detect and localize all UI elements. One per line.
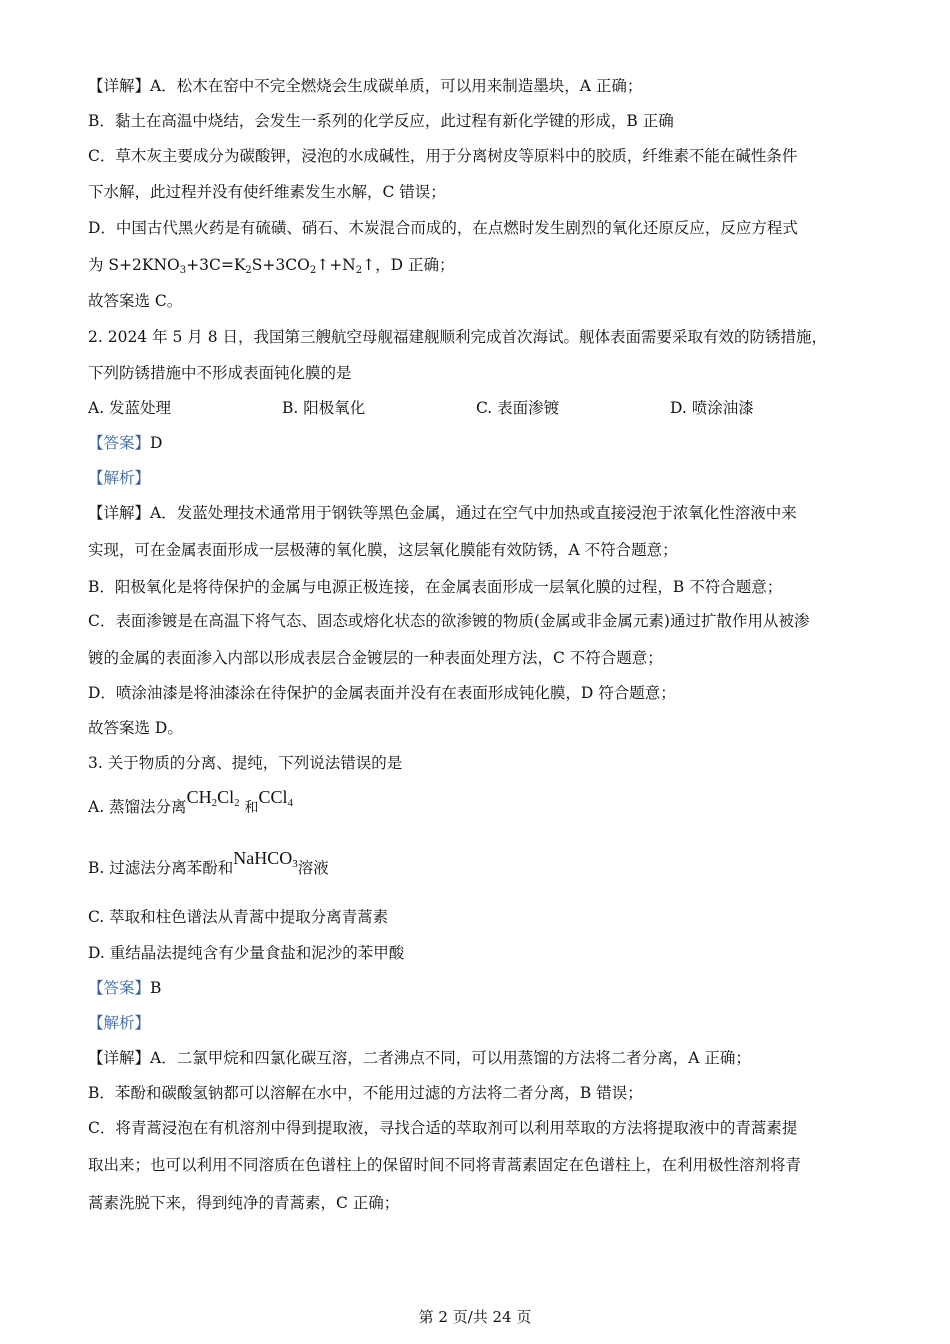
- detail-label: 【详解】: [88, 504, 151, 522]
- q3-detail-a: 【详解】A．二氯甲烷和四氯化碳互溶，二者沸点不同，可以用蒸馏的方法将二者分离，A 正确；: [88, 1049, 751, 1067]
- q1-detail-d-line1: D．中国古代黑火药是有硫磺、硝石、木炭混合而成的，在点燃时发生剧烈的氧化还原反应，反应方程式: [88, 219, 798, 237]
- q2-detail-c-line1: C．表面渗镀是在高温下将气态、固态或熔化状态的欲渗镀的物质(金属或非金属元素)通过扩散作用从被渗: [88, 612, 810, 630]
- q2-option-d: D. 喷涂油漆: [670, 399, 754, 417]
- formula-ccl4: CCl$_4$: [258, 787, 294, 809]
- q1-detail-a: 【详解】A．松木在窑中不完全燃烧会生成碳单质，可以用来制造墨块，A 正确；: [88, 77, 643, 95]
- q2-stem-line1: 2. 2024 年 5 月 8 日，我国第三艘航空母舰福建舰顺利完成首次海试。舰体表面需要采取有效的防锈措施，: [88, 328, 828, 346]
- answer-label: 【答案】: [88, 434, 151, 452]
- q2-detail-a-line2: 实现，可在金属表面形成一层极薄的氧化膜，这层氧化膜能有效防锈，A 不符合题意；: [88, 541, 678, 559]
- detail-label: 【详解】: [88, 77, 151, 95]
- q1-detail-d-line2: 为 $S+2KNO_3+3C=K_2S+3CO_2↑+N_2↑$，D 正确；: [88, 256, 455, 276]
- q2-option-b: B. 阳极氧化: [282, 399, 366, 417]
- detail-label: 【详解】: [88, 1049, 151, 1067]
- q1-conclusion: 故答案选 C。: [88, 292, 183, 310]
- formula-ch2cl2: $CH_2Cl_2$: [186, 787, 240, 809]
- q1-detail-c-line1: C．草木灰主要成分为碳酸钾，浸泡的水成碱性，用于分离树皮等原料中的胶质，纤维素不能在碱性条件: [88, 147, 798, 165]
- q2-detail-c-line2: 镀的金属的表面渗入内部以形成表层合金镀层的一种表面处理方法，C 不符合题意；: [88, 649, 663, 667]
- q2-option-a: A. 发蓝处理: [88, 399, 172, 417]
- q2-detail-a-line1: 【详解】A．发蓝处理技术通常用于钢铁等黑色金属，通过在空气中加热或直接浸泡于浓氧化性溶液中来: [88, 504, 797, 522]
- page-footer: 第 2 页/共 24 页: [418, 1308, 532, 1326]
- q2-conclusion: 故答案选 D。: [88, 719, 183, 737]
- q2-detail-b: B．阳极氧化是将待保护的金属与电源正极连接，在金属表面形成一层氧化膜的过程，B 不符合题意；: [88, 578, 783, 596]
- q3-detail-c-line1: C．将青蒿浸泡在有机溶剂中得到提取液，寻找合适的萃取剂可以利用萃取的方法将提取液中的青蒿素提: [88, 1119, 798, 1137]
- q2-answer: 【答案】D: [88, 434, 163, 452]
- q3-option-b: B. 过滤法分离苯酚和NaHCO$_3$溶液: [88, 848, 329, 877]
- formula-nahco3: NaHCO$_3$: [233, 848, 298, 870]
- q2-option-c: C. 表面渗镀: [476, 399, 560, 417]
- q2-stem-line2: 下列防锈措施中不形成表面钝化膜的是: [88, 364, 352, 382]
- q2-analysis-label: 【解析】: [88, 469, 151, 487]
- q3-option-a: A. 蒸馏法分离$CH_2Cl_2$ 和CCl$_4$: [88, 787, 294, 816]
- answer-label: 【答案】: [88, 979, 151, 997]
- q3-analysis-label: 【解析】: [88, 1014, 151, 1032]
- q3-answer: 【答案】B: [88, 979, 162, 997]
- q3-option-c: C. 萃取和柱色谱法从青蒿中提取分离青蒿素: [88, 908, 389, 926]
- q3-detail-c-line2: 取出来；也可以利用不同溶质在色谱柱上的保留时间不同将青蒿素固定在色谱柱上，在利用极性溶剂将青: [88, 1156, 802, 1174]
- q1-detail-b: B．黏土在高温中烧结，会发生一系列的化学反应，此过程有新化学键的形成，B 正确: [88, 112, 674, 130]
- q3-stem: 3. 关于物质的分离、提纯，下列说法错误的是: [88, 754, 403, 772]
- q3-option-d: D. 重结晶法提纯含有少量食盐和泥沙的苯甲酸: [88, 944, 405, 962]
- q1-detail-c-line2: 下水解，此过程并没有使纤维素发生水解，C 错误；: [88, 183, 446, 201]
- q3-detail-c-line3: 蒿素洗脱下来，得到纯净的青蒿素，C 正确；: [88, 1194, 400, 1212]
- q3-detail-b: B．苯酚和碳酸氢钠都可以溶解在水中，不能用过滤的方法将二者分离，B 错误；: [88, 1084, 643, 1102]
- q2-detail-d: D．喷涂油漆是将油漆涂在待保护的金属表面并没有在表面形成钝化膜，D 符合题意；: [88, 684, 676, 702]
